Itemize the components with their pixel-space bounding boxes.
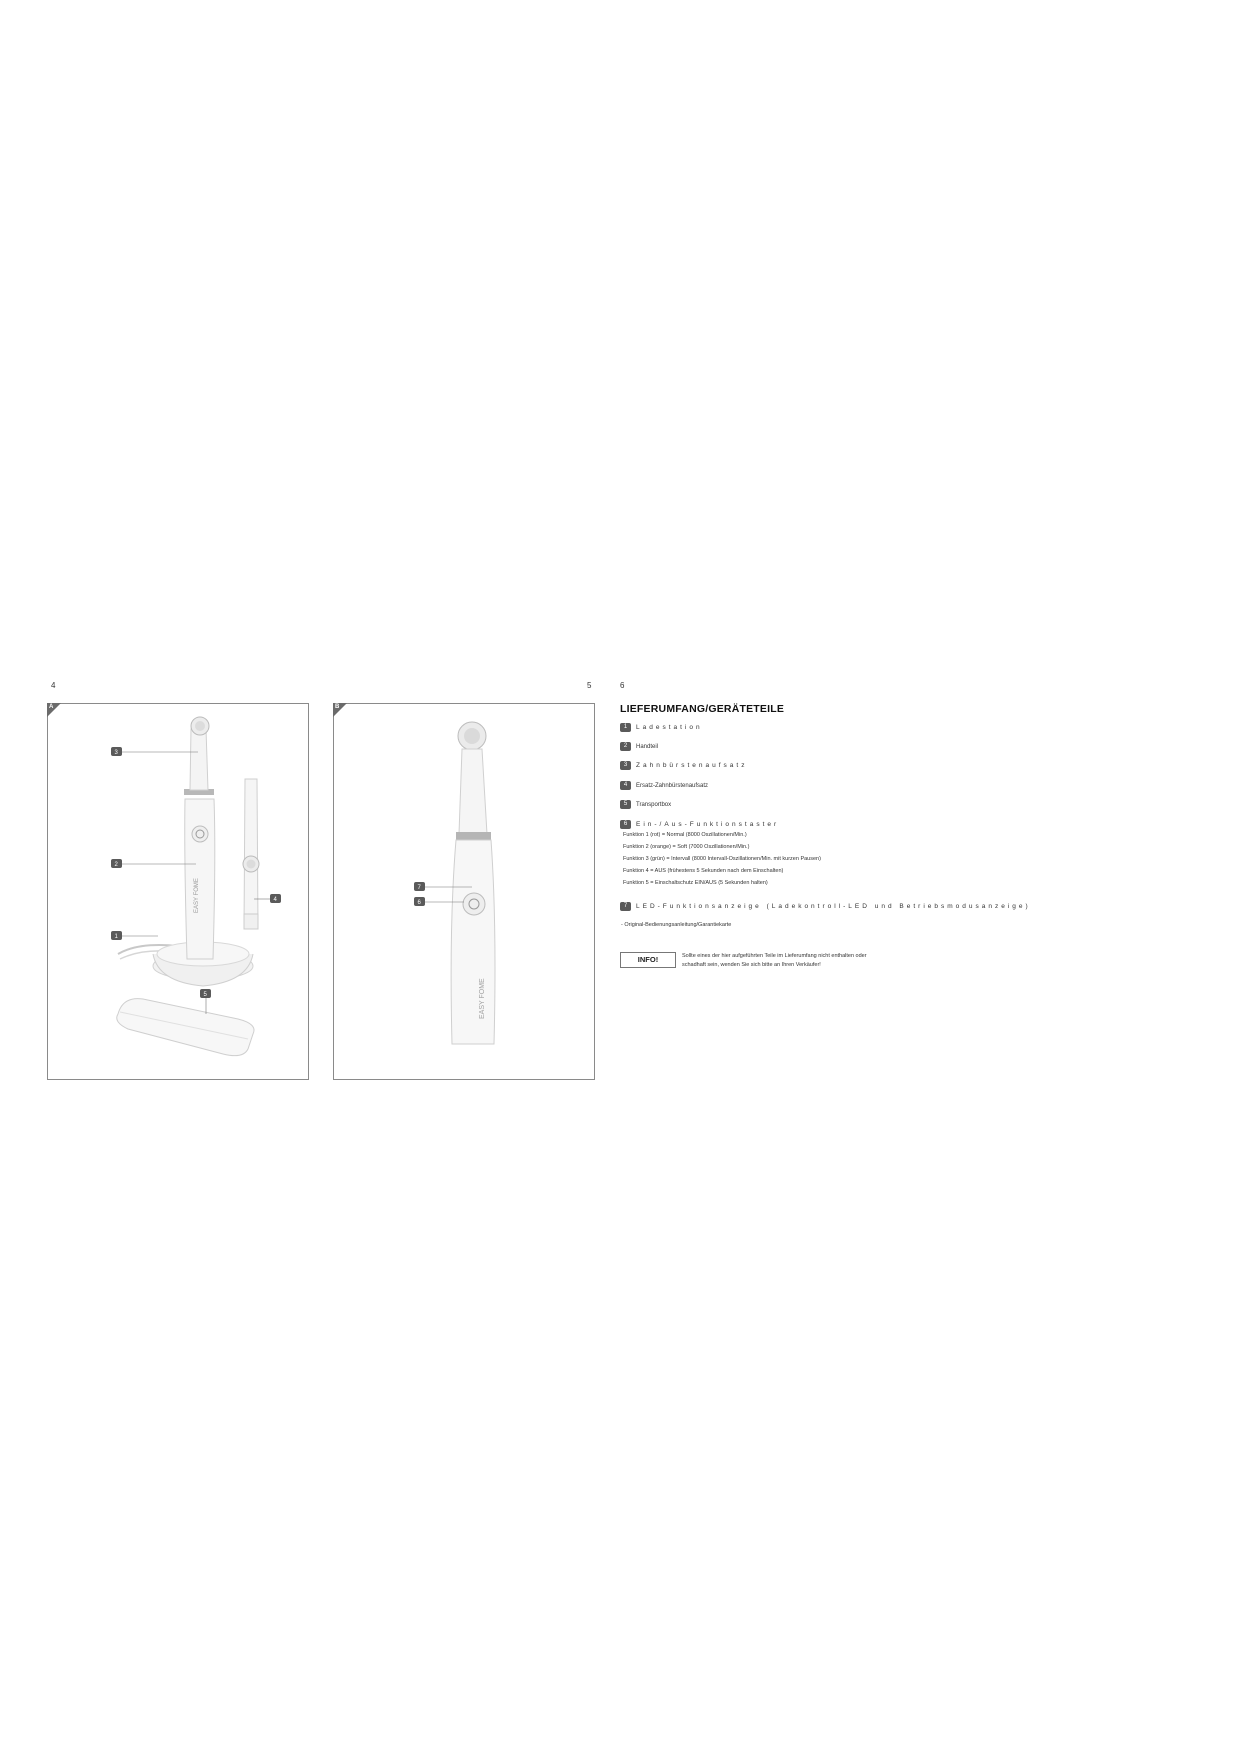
item-label: Transportbox — [636, 801, 672, 808]
svg-text:7: 7 — [417, 885, 421, 891]
item-label: Ladestation — [636, 724, 703, 731]
function-line: Funktion 4 = AUS (frühestens 5 Sekunden nach dem Einschalten) — [623, 868, 784, 874]
list-item — [620, 820, 779, 829]
function-line: Funktion 5 = Einschaltschutz EIN/AUS (5 Sekunden halten) — [623, 880, 768, 886]
brand-logo-b: EASY FOME — [479, 978, 486, 1019]
extra-item: - Original-Bedienungsanleitung/Garantiekarte — [621, 922, 732, 928]
callout-2 — [111, 859, 122, 868]
figure-b-letter: B — [335, 704, 340, 710]
function-line: Funktion 2 (orange) = Soft (7000 Oszillationen/Min.) — [623, 844, 750, 850]
svg-text:3: 3 — [114, 750, 118, 756]
callout-3 — [111, 747, 122, 756]
info-text — [682, 952, 942, 969]
svg-text:1: 1 — [114, 934, 118, 940]
info-text-line: Sollte eines der hier aufgeführten Teile im Lieferumfang nicht enthalten oder — [682, 953, 867, 959]
svg-text:2: 2 — [114, 862, 118, 868]
list-item — [620, 761, 747, 770]
function-line: Funktion 1 (rot) = Normal (8000 Oszillationen/Min.) — [623, 832, 747, 838]
svg-text:6: 6 — [417, 900, 421, 906]
item-number-badge: 3 — [620, 761, 631, 770]
info-text-line: schadhaft sein, wenden Sie sich bitte an Ihren Verkäufer! — [682, 961, 821, 968]
callout-5 — [200, 989, 211, 998]
list-item — [620, 902, 1031, 911]
list-item — [620, 742, 658, 751]
item-label: Handteil — [636, 743, 659, 750]
figure-b-illustration — [334, 704, 596, 1081]
figure-a-panel — [47, 703, 309, 1080]
item-label: Ersatz-Zahnbürstenaufsatz — [636, 782, 709, 789]
brand-logo-a: EASY FOME — [194, 878, 200, 913]
page-number-left: 4 — [51, 681, 56, 690]
item-label: Zahnbürstenaufsatz — [636, 762, 748, 769]
callout-1 — [111, 931, 122, 940]
item-number-badge: 2 — [620, 742, 631, 751]
figure-a-letter: A — [49, 704, 54, 710]
svg-text:4: 4 — [273, 897, 277, 903]
page-number-right: 6 — [620, 681, 625, 690]
list-item — [620, 781, 708, 790]
item-label: LED-Funktionsanzeige (Ladekontroll-LED und Betriebsmodusanzeige) — [636, 903, 1031, 910]
item-number-badge: 4 — [620, 781, 631, 790]
callout-7 — [414, 882, 425, 891]
item-number-badge: 7 — [620, 902, 631, 911]
item-number-badge: 5 — [620, 800, 631, 809]
page-number-middle: 5 — [587, 681, 592, 690]
function-line: Funktion 3 (grün) = Intervall (8000 Intervall-Oszillationen/Min. mit kurzen Pausen) — [623, 856, 821, 862]
info-label: INFO! — [620, 952, 676, 968]
figure-a-illustration — [48, 704, 310, 1081]
item-number-badge: 6 — [620, 820, 631, 829]
figure-b-panel — [333, 703, 595, 1080]
item-number-badge: 1 — [620, 723, 631, 732]
callout-4 — [270, 894, 281, 903]
list-item — [620, 723, 703, 732]
item-label: Ein-/Aus-Funktionstaster — [636, 821, 780, 828]
section-title: LIEFERUMFANG/GERÄTETEILE — [620, 703, 785, 715]
svg-text:5: 5 — [203, 992, 207, 998]
callout-6 — [414, 897, 425, 906]
list-item — [620, 800, 671, 809]
